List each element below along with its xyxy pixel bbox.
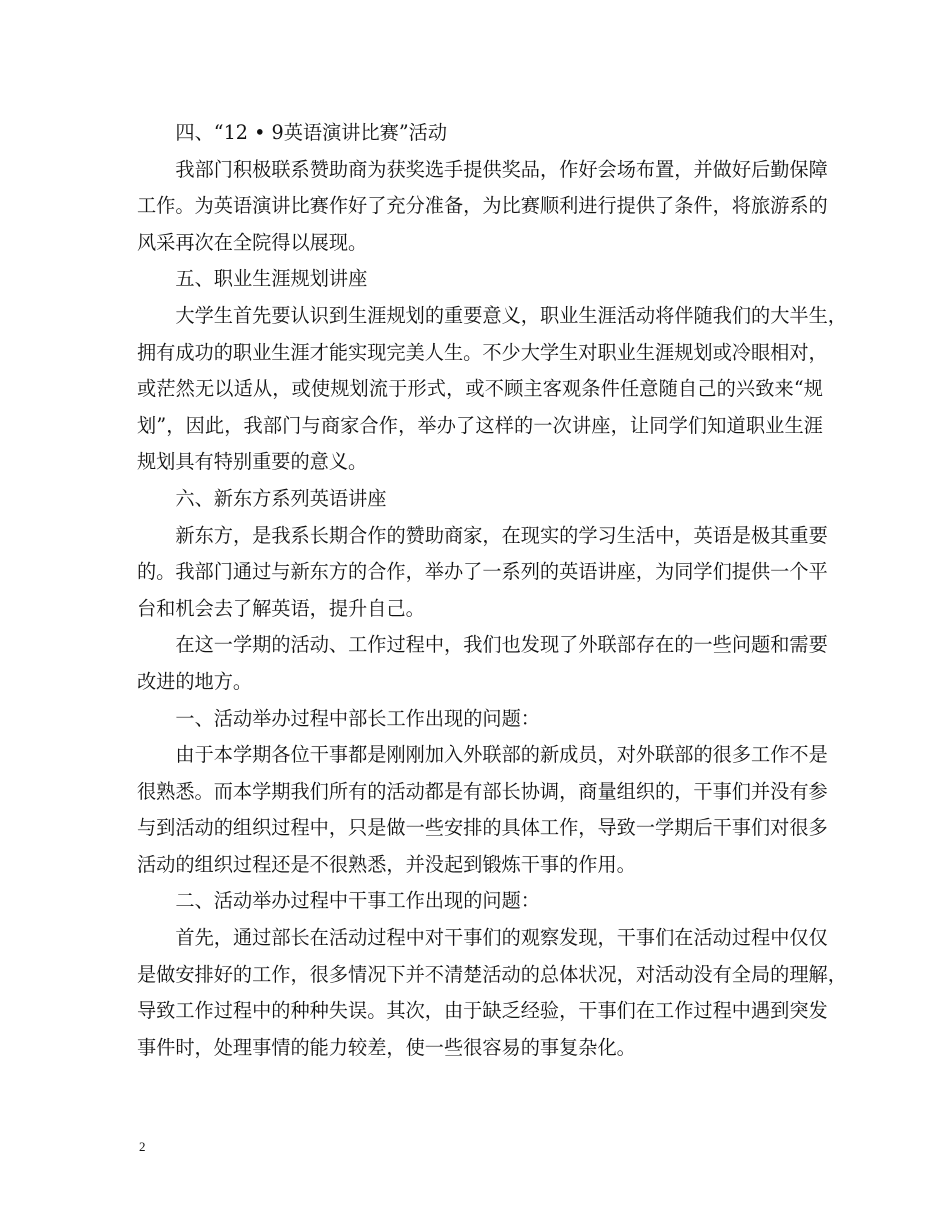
paragraph-line: 工作。为英语演讲比赛作好了充分准备，为比赛顺利进行提供了条件，将旅游系的: [137, 194, 828, 218]
paragraph-line: 新东方，是我系长期合作的赞助商家，在现实的学习生活中，英语是极其重要: [175, 523, 828, 547]
paragraph-line: 是做安排好的工作，很多情况下并不清楚活动的总体状况，对活动没有全局的理解，: [137, 962, 847, 986]
paragraph-line: 的。我部门通过与新东方的合作，举办了一系列的英语讲座，为同学们提供一个平: [137, 560, 828, 584]
document-body: [137, 115, 847, 1066]
heading-new-oriental-lectures: 六、新东方系列英语讲座: [175, 486, 387, 510]
paragraph-line: 活动的组织过程还是不很熟悉，并没起到锻炼干事的作用。: [137, 852, 636, 876]
page-number: 2: [139, 1139, 146, 1154]
paragraph-line: 划”，因此，我部门与商家合作，举办了这样的一次讲座，让同学们知道职业生涯: [137, 413, 823, 437]
paragraph-line: 首先，通过部长在活动过程中对干事们的观察发现，干事们在活动过程中仅仅: [175, 926, 828, 950]
paragraph-line: 事件时，处理事情的能力较差，使一些很容易的事复杂化。: [137, 1035, 636, 1059]
paragraph-line: 很熟悉。而本学期我们所有的活动都是有部长协调，商量组织的，干事们并没有参: [137, 779, 828, 803]
paragraph-line: 与到活动的组织过程中，只是做一些安排的具体工作，导致一学期后干事们对很多: [137, 816, 828, 840]
paragraph-line: 或茫然无以适从，或使规划流于形式，或不顾主客观条件任意随自己的兴致来“规: [137, 377, 823, 401]
paragraph-line: 台和机会去了解英语，提升自己。: [137, 596, 425, 620]
heading-staff-issues: 二、活动举办过程中干事工作出现的问题：: [175, 889, 540, 913]
paragraph-line: 我部门积极联系赞助商为获奖选手提供奖品，作好会场布置，并做好后勤保障: [175, 157, 828, 181]
paragraph-line: 在这一学期的活动、工作过程中，我们也发现了外联部存在的一些问题和需要: [175, 633, 828, 657]
paragraph-line: 导致工作过程中的种种失误。其次，由于缺乏经验，干事们在工作过程中遇到突发: [137, 999, 828, 1023]
paragraph-line: 由于本学期各位干事都是刚刚加入外联部的新成员，对外联部的很多工作不是: [175, 743, 828, 767]
paragraph-line: 拥有成功的职业生涯才能实现完美人生。不少大学生对职业生涯规划或冷眼相对，: [137, 340, 828, 364]
heading-english-speech-contest: 四、“12 • 9英语演讲比赛”活动: [175, 121, 448, 144]
paragraph-line: 大学生首先要认识到生涯规划的重要意义，职业生涯活动将伴随我们的大半生，: [175, 303, 847, 327]
paragraph-line: 改进的地方。: [137, 669, 253, 693]
heading-minister-issues: 一、活动举办过程中部长工作出现的问题：: [175, 706, 540, 730]
heading-career-planning-lecture: 五、职业生涯规划讲座: [175, 267, 368, 291]
paragraph-line: 风采再次在全院得以展现。: [137, 230, 368, 254]
paragraph-line: 规划具有特别重要的意义。: [137, 450, 368, 474]
